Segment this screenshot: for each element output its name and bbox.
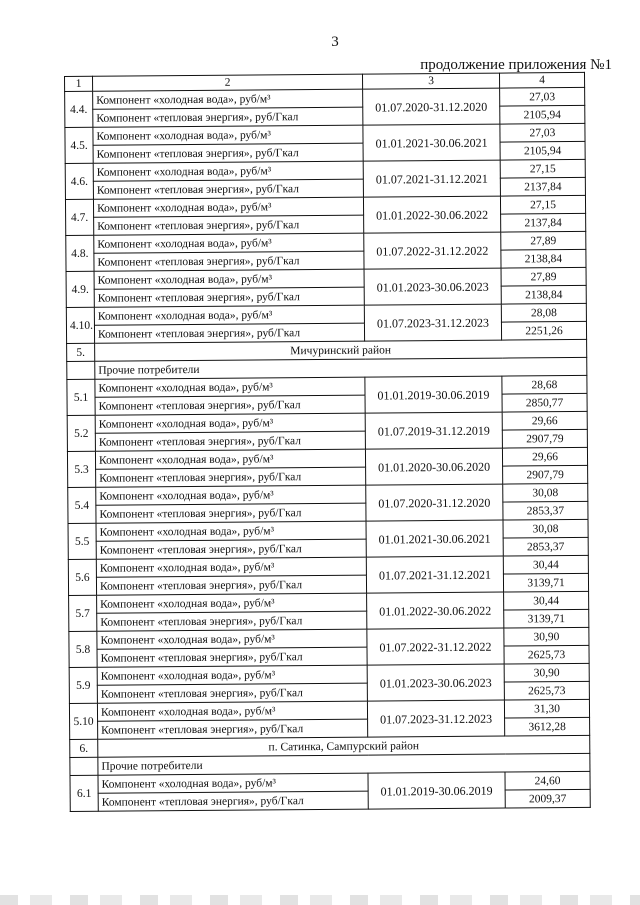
tariff-value: 31,30 [504,699,589,718]
tariff-value: 2850,77 [502,393,587,412]
tariff-value: 2138,84 [501,249,586,268]
subsection-title: Прочие потребители [95,357,587,379]
component-name: Компонент «холодная вода», руб/м³ [96,557,366,577]
component-name: Компонент «холодная вода», руб/м³ [95,449,365,469]
component-name: Компонент «тепловая энергия», руб/Гкал [96,575,366,595]
component-name: Компонент «тепловая энергия», руб/Гкал [95,431,365,451]
item-number: 5.7 [69,595,97,631]
page-number: 3 [331,34,339,50]
component-name: Компонент «холодная вода», руб/м³ [97,593,367,613]
tariff-value: 2137,84 [500,177,585,196]
component-name: Компонент «тепловая энергия», руб/Гкал [96,503,366,523]
component-name: Компонент «тепловая энергия», руб/Гкал [96,467,366,487]
tariff-value: 24,60 [505,771,590,790]
item-number: 4.10. [66,307,94,343]
item-number: 5.9 [69,667,97,703]
component-name: Компонент «холодная вода», руб/м³ [94,305,364,325]
tariff-value: 28,08 [501,303,586,322]
component-name: Компонент «тепловая энергия», руб/Гкал [98,791,368,811]
item-number: 5.4 [68,487,96,523]
tariff-value: 27,89 [501,231,586,250]
tariff-value: 30,08 [503,483,588,502]
tariff-value: 27,89 [501,267,586,286]
tariff-value: 30,44 [503,555,588,574]
component-name: Компонент «тепловая энергия», руб/Гкал [96,539,366,559]
tariff-value: 2907,79 [502,429,587,448]
header-col-4: 4 [499,72,584,88]
component-name: Компонент «тепловая энергия», руб/Гкал [97,611,367,631]
component-name: Компонент «тепловая энергия», руб/Гкал [93,107,363,127]
tariff-value: 2853,37 [503,501,588,520]
subsection-empty-cell [70,757,98,775]
subsection-empty-cell [67,361,95,379]
period-cell: 01.01.2020-30.06.2020 [365,448,502,485]
tariff-value: 2009,37 [505,789,590,808]
period-cell: 01.01.2022-30.06.2022 [363,196,500,233]
header-col-1: 1 [65,76,93,91]
tariff-value: 2138,84 [501,285,586,304]
component-name: Компонент «холодная вода», руб/м³ [97,701,367,721]
period-cell: 01.07.2022-31.12.2022 [364,232,501,269]
tariff-table [64,72,591,812]
period-cell: 01.01.2022-30.06.2022 [367,592,504,629]
tariff-value: 2625,73 [504,681,589,700]
component-name: Компонент «тепловая энергия», руб/Гкал [95,395,365,415]
component-name: Компонент «тепловая энергия», руб/Гкал [97,683,367,703]
component-name: Компонент «холодная вода», руб/м³ [97,629,367,649]
component-name: Компонент «холодная вода», руб/м³ [96,521,366,541]
tariff-value: 2907,79 [503,465,588,484]
item-number: 4.4. [65,91,93,127]
section-number: 6. [70,739,98,757]
item-number: 5.1 [67,379,95,415]
scan-edge-artifact [0,895,640,905]
period-cell: 01.07.2023-31.12.2023 [367,700,504,737]
component-name: Компонент «тепловая энергия», руб/Гкал [94,215,364,235]
tariff-value: 28,68 [502,375,587,394]
component-name: Компонент «холодная вода», руб/м³ [94,233,364,253]
period-cell: 01.01.2023-30.06.2023 [367,664,504,701]
tariff-value: 2625,73 [504,645,589,664]
period-cell: 01.01.2023-30.06.2023 [364,268,501,305]
component-name: Компонент «холодная вода», руб/м³ [97,665,367,685]
component-name: Компонент «тепловая энергия», руб/Гкал [94,323,364,343]
period-cell: 01.01.2021-30.06.2021 [363,124,500,161]
item-number: 4.7. [65,199,93,235]
section-title: Мичуринский район [95,339,587,361]
component-name: Компонент «холодная вода», руб/м³ [94,269,364,289]
item-number: 5.5 [68,523,96,559]
period-cell: 01.07.2019-31.12.2019 [365,412,502,449]
tariff-value: 2137,84 [501,213,586,232]
section-title: п. Сатинка, Сампурский район [98,735,590,757]
item-number: 5.3 [67,451,95,487]
period-cell: 01.07.2021-31.12.2021 [366,556,503,593]
tariff-value: 30,08 [503,519,588,538]
item-number: 6.1 [70,775,98,811]
period-cell: 01.07.2020-31.12.2020 [363,88,500,125]
component-name: Компонент «тепловая энергия», руб/Гкал [93,179,363,199]
period-cell: 01.07.2020-31.12.2020 [366,484,503,521]
component-name: Компонент «тепловая энергия», руб/Гкал [97,647,367,667]
tariff-table-body [65,72,591,811]
table-row [70,789,590,811]
subsection-title: Прочие потребители [98,753,590,775]
tariff-value: 27,03 [500,123,585,142]
tariff-value: 29,66 [502,411,587,430]
item-number: 4.5. [65,127,93,163]
tariff-value: 3139,71 [504,609,589,628]
component-name: Компонент «холодная вода», руб/м³ [98,773,368,793]
item-number: 4.8. [66,235,94,271]
component-name: Компонент «тепловая энергия», руб/Гкал [93,143,363,163]
component-name: Компонент «холодная вода», руб/м³ [95,377,365,397]
component-name: Компонент «холодная вода», руб/м³ [93,89,363,109]
item-number: 5.8 [69,631,97,667]
tariff-value: 2251,26 [501,321,586,340]
period-cell: 01.07.2021-31.12.2021 [363,160,500,197]
tariff-value: 2105,94 [500,141,585,160]
component-name: Компонент «холодная вода», руб/м³ [96,485,366,505]
item-number: 4.6. [65,163,93,199]
tariff-value: 2105,94 [500,105,585,124]
period-cell: 01.07.2023-31.12.2023 [364,304,501,341]
tariff-value: 27,15 [500,159,585,178]
tariff-value: 3139,71 [503,573,588,592]
section-number: 5. [67,343,95,361]
component-name: Компонент «холодная вода», руб/м³ [93,197,363,217]
period-cell: 01.07.2022-31.12.2022 [367,628,504,665]
period-cell: 01.01.2019-30.06.2019 [368,772,505,809]
component-name: Компонент «тепловая энергия», руб/Гкал [98,719,368,739]
item-number: 5.10 [69,703,97,739]
header-col-2: 2 [93,74,363,91]
tariff-value: 3612,28 [505,717,590,736]
header-col-3: 3 [362,73,499,89]
component-name: Компонент «тепловая энергия», руб/Гкал [94,287,364,307]
period-cell: 01.01.2021-30.06.2021 [366,520,503,557]
item-number: 5.6 [68,559,96,595]
tariff-value: 30,90 [504,627,589,646]
component-name: Компонент «холодная вода», руб/м³ [95,413,365,433]
tariff-value: 27,15 [500,195,585,214]
item-number: 5.2 [67,415,95,451]
component-name: Компонент «холодная вода», руб/м³ [93,125,363,145]
component-name: Компонент «тепловая энергия», руб/Гкал [94,251,364,271]
item-number: 4.9. [66,271,94,307]
tariff-value: 30,44 [504,591,589,610]
continuation-note: продолжение приложения №1 [420,57,612,73]
tariff-value: 30,90 [504,663,589,682]
period-cell: 01.01.2019-30.06.2019 [365,376,502,413]
component-name: Компонент «холодная вода», руб/м³ [93,161,363,181]
tariff-value: 27,03 [500,87,585,106]
tariff-value: 2853,37 [503,537,588,556]
tariff-value: 29,66 [502,447,587,466]
